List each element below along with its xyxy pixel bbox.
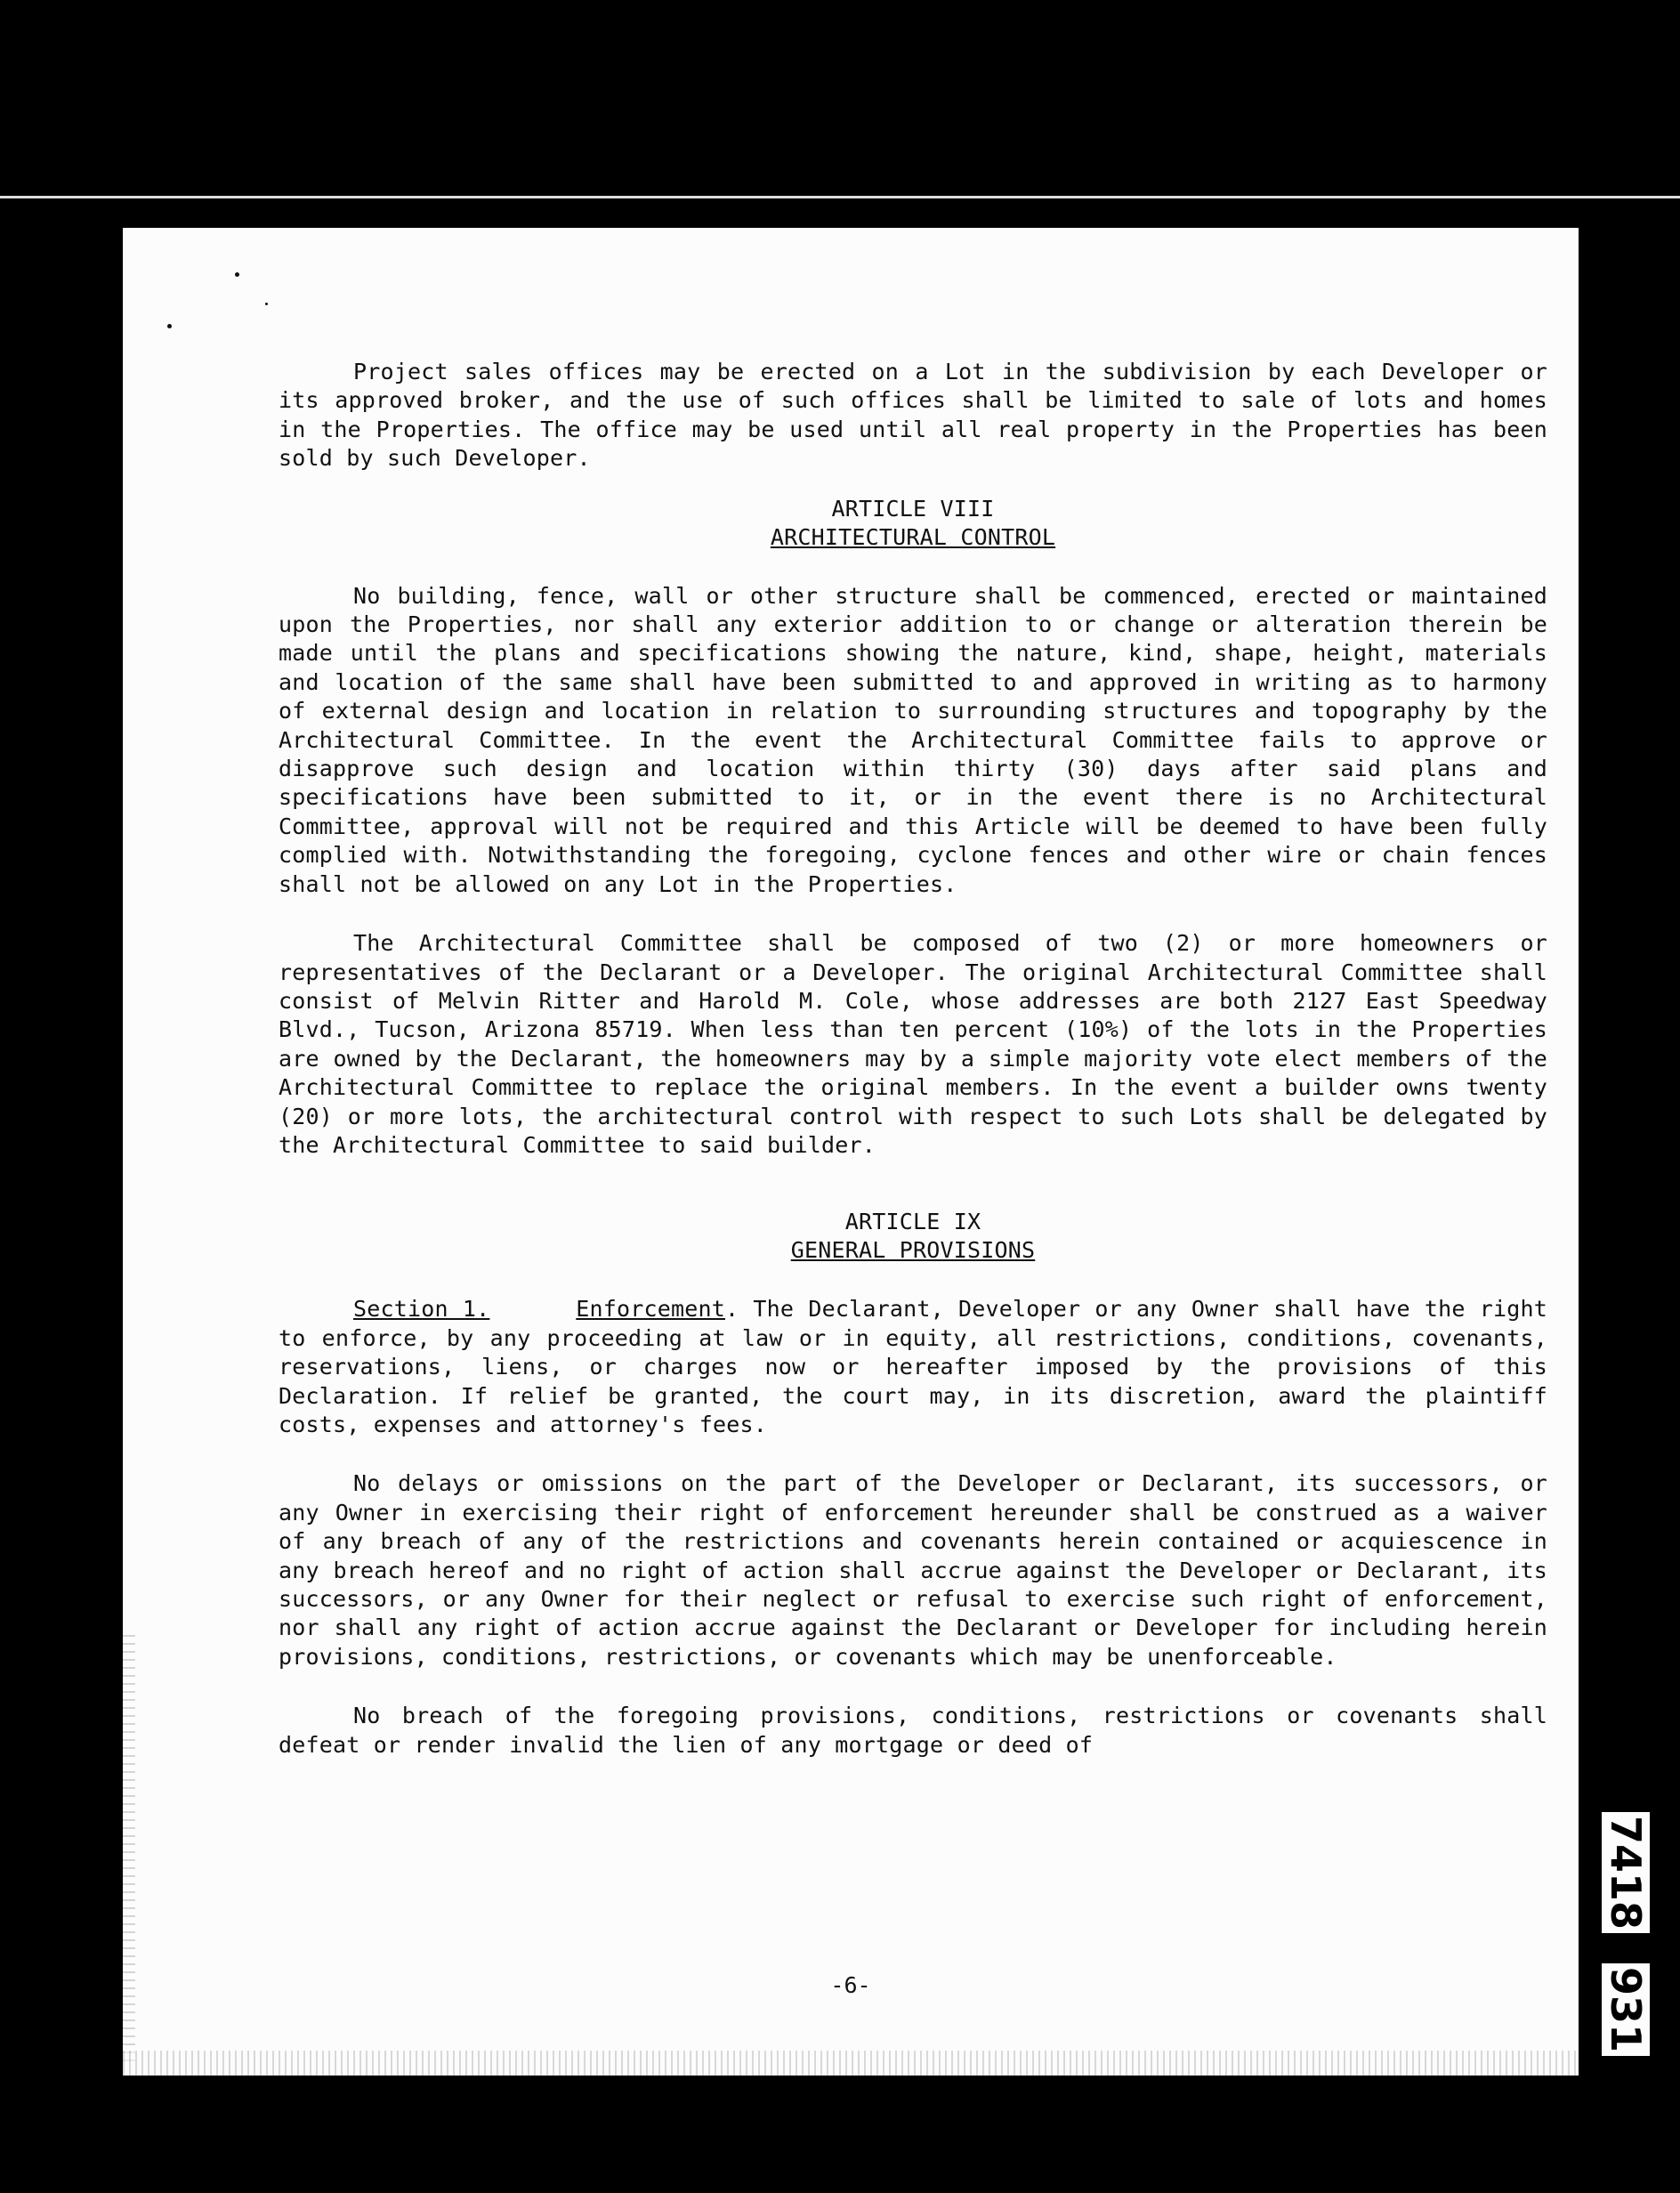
paragraph-committee-composition: The Architectural Committee shall be composed of two (2) or more homeowners or representatives of the Declarant or a Developer. The original Architectural Committee shall consist of Melvin Ritter and Harold M. Cole, whose addresses are both 2127 East Speedway Blvd., Tucson, Arizona 85719. When less than ten percent (10%) of the lots in the Properties are owned by the Declarant, the homeowners may by a simple majority vote elect members of the Architectural Committee to replace the original members. In the event a builder owns twenty (20) or more lots, the architectural control with respect to such Lots shall be delegated by the Architectural Committee to said builder. <box>279 930 1547 1158</box>
section-1-heading: Enforcement <box>576 1296 726 1323</box>
page-number: -6- <box>830 1972 871 1998</box>
recording-book-number: 7418 <box>1602 1812 1650 1933</box>
paragraph-sales-offices: Project sales offices may be erected on a Lot in the subdivision by each Developer or its approved broker, and the use of such offices shall be limited to sale of lots and homes in the Properties. The office may be used until all real property in the Properties has been sold by such Developer. <box>279 359 1547 472</box>
scan-edge-line <box>0 196 1680 198</box>
scan-top-band <box>0 0 1680 191</box>
paragraph-architectural-approval: No building, fence, wall or other structure shall be commenced, erected or maintained upon the Properties, nor shall any exterior addition to or change or alteration therein be made until the plans and specifications showing the nature, kind, shape, height, materials and location of the same shall have been submitted to and approved in writing as to harmony of external design and location in relation to surrounding structures and topography by the Architectural Committee. In the event the Architectural Committee fails to approve or disapprove such design and location within thirty (30) days after said plans and specifications have been submitted to it, or in the event there is no Architectural Committee, approval will not be required and this Article will be deemed to have been fully complied with. Notwithstanding the foregoing, cyclone fences and other wire or chain fences shall not be allowed on any Lot in the Properties. <box>279 582 1547 897</box>
article-8-heading <box>279 495 1547 552</box>
recording-page-number: 931 <box>1602 1963 1650 2056</box>
article-9-title: ARTICLE IX <box>844 1209 981 1235</box>
article-9-heading <box>279 1208 1547 1265</box>
section-1-label: Section 1. <box>353 1296 490 1323</box>
article-9-subtitle: GENERAL PROVISIONS <box>790 1237 1036 1264</box>
paragraph-mortgage-lien: No breach of the foregoing provisions, conditions, restrictions or covenants shall defeat or render invalid the lien of any mortgage or deed of <box>279 1703 1547 1758</box>
section-1-text: . The Declarant, Developer or any Owner shall have the right to enforce, by any proceeding at law or in equity, all restrictions, conditions, covenants, reservations, liens, or charges now or hereafter imposed by the provisions of this Declaration. If relief be granted, the court may, in its discretion, award the plaintiff costs, expenses and attorney's fees. <box>279 1296 1548 1437</box>
article-8-title: ARTICLE VIII <box>831 495 995 522</box>
scan-speck <box>235 272 239 277</box>
section-1-enforcement <box>279 1295 1547 1439</box>
scan-speck <box>167 324 172 328</box>
document-body <box>279 358 1547 1760</box>
paragraph-no-waiver: No delays or omissions on the part of the Developer or Declarant, its successors, or any Owner in exercising their right of enforcement hereunder shall be construed as a waiver of any breach of any of the restrictions and covenants herein contained or acquiescence in any breach hereof and no right of action shall accrue against the Developer or Declarant, its successors, or any Owner for their neglect or refusal to exercise such right of enforcement, nor shall any right of action accrue against the Declarant or Developer for including herein provisions, conditions, restrictions, or covenants which may be unenforceable. <box>279 1470 1547 1670</box>
scan-speck <box>265 303 268 305</box>
document-page <box>123 228 1650 2076</box>
recording-stamp <box>1600 1812 1653 2079</box>
scan-noise-bottom <box>123 2051 1579 2076</box>
article-8-subtitle: ARCHITECTURAL CONTROL <box>770 523 1056 550</box>
